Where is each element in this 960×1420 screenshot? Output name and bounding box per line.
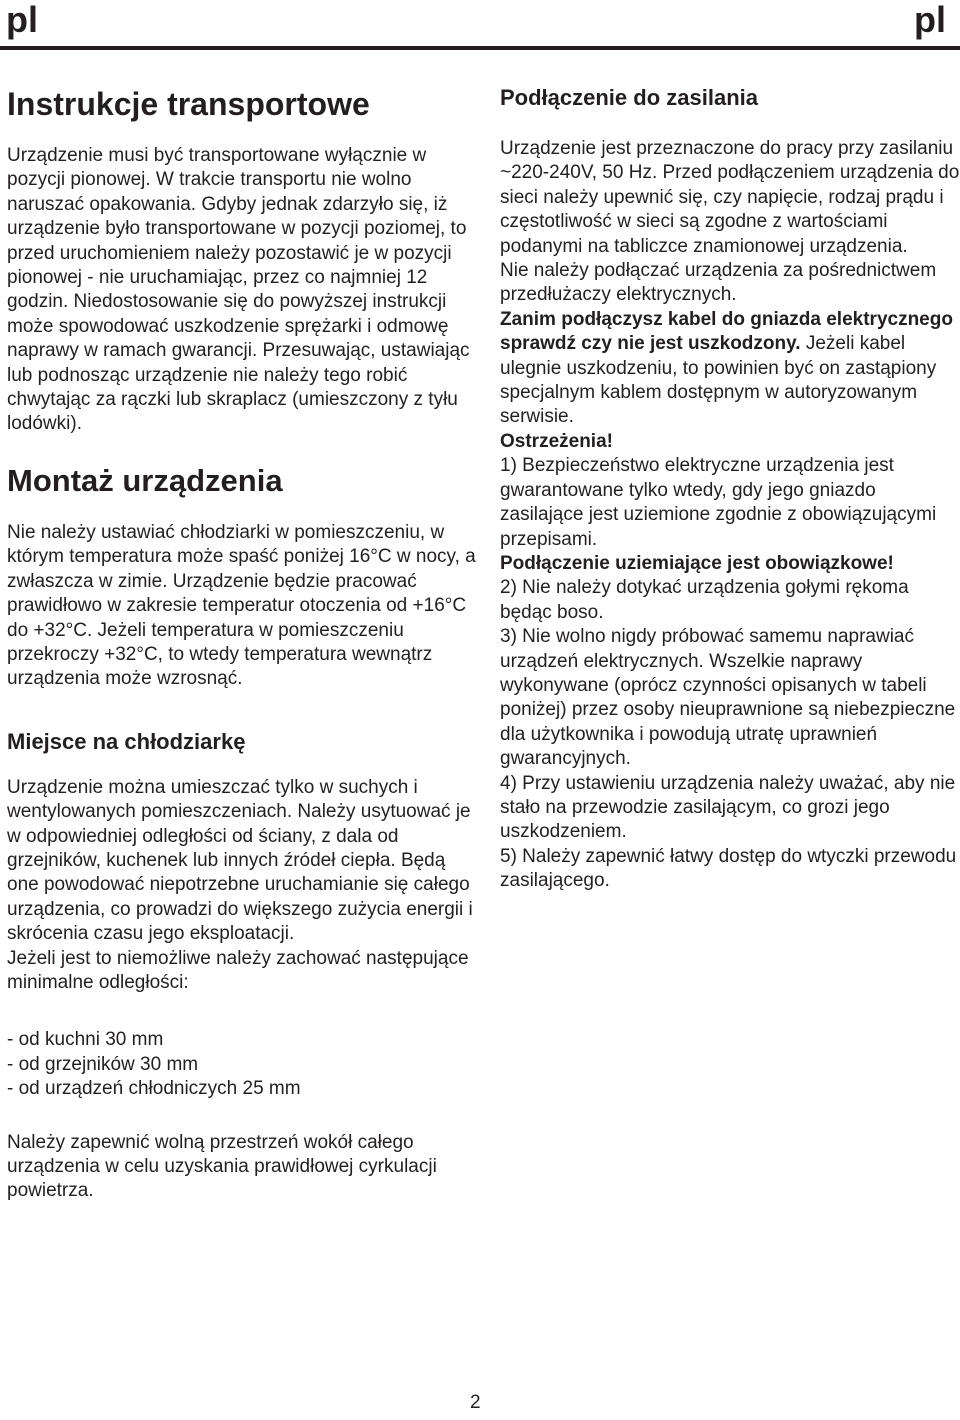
distance-item: - od kuchni 30 mm xyxy=(7,1029,164,1051)
right-column xyxy=(500,70,960,894)
mounting-heading: Montaż urządzenia xyxy=(7,462,283,498)
extension-cord-paragraph: Nie należy podłączać urządzenia za pośrednictwem przedłużaczy elektrycznych. xyxy=(500,260,937,306)
warning-item-2: 2) Nie należy dotykać urządzenia gołymi rękoma będąc boso. xyxy=(500,577,909,623)
power-heading: Podłączenie do zasilania xyxy=(500,85,758,110)
left-column xyxy=(7,70,477,1204)
page-number: 2 xyxy=(470,1392,481,1413)
circulation-paragraph: Należy zapewnić wolną przestrzeń wokół całego urządzenia w celu uzyskania prawidłowej cyrkulacji powietrza. xyxy=(7,1131,437,1202)
placement-paragraph: Urządzenie można umieszczać tylko w suchych i wentylowanych pomieszczeniach. Należy usytuować je w odpowiedniej odległości od ściany, z dala od grzejników, kuchenek lub innych źródeł ciepła. Będą one powodować niepotrzebne uruchamianie się całego urządzenia, co prowadzi do większego zużycia energii i skrócenia czasu jego eksploatacji. xyxy=(7,776,473,945)
grounding-notice: Podłączenie uziemiające jest obowiązkowe! xyxy=(500,552,894,574)
warnings-label: Ostrzeżenia! xyxy=(500,430,613,452)
mounting-paragraph: Nie należy ustawiać chłodziarki w pomieszczeniu, w którym temperatura może spaść poniżej 16°C w nocy, a zwłaszcza w zimie. Urządzenie będzie pracować prawidłowo w zakresie temperatur otoczenia od +16°C do +32°C. Jeżeli temperatura w pomieszczeniu przekroczy +32°C, to wtedy temperatura wewnątrz urządzenia może wzrosnąć. xyxy=(7,521,476,690)
language-code-left: pl xyxy=(6,0,38,40)
cable-check-paragraph xyxy=(500,308,960,430)
placement-heading: Miejsce na chłodziarkę xyxy=(7,728,246,754)
header-rule xyxy=(0,46,960,50)
cable-check-bold: Zanim podłączysz kabel do gniazda elektrycznego sprawdź czy nie jest uszkodzony. xyxy=(500,308,953,355)
warning-item-1: 1) Bezpieczeństwo elektryczne urządzenia jest gwarantowane tylko wtedy, gdy jego gniazdo zasilające jest uziemione zgodnie z obowiązującymi przepisami. xyxy=(500,455,937,550)
power-paragraph: Urządzenie jest przeznaczone do pracy przy zasilaniu ~220-240V, 50 Hz. Przed podłączeniem urządzenia do sieci należy upewnić się, czy napięcie, rodzaj prądu i częstotliwość w sieci są zgodne z wartościami podanymi na tabliczce znamionowej urządzenia. xyxy=(500,138,960,257)
language-code-right: pl xyxy=(914,0,946,40)
cable-check-text: Jeżeli kabel ulegnie uszkodzeniu, to powinien być on zastąpiony specjalnym kablem dostępnym w autoryzowanym serwisie. xyxy=(500,333,937,428)
distances-list xyxy=(7,1028,477,1101)
warning-item-3: 3) Nie wolno nigdy próbować samemu naprawiać urządzeń elektrycznych. Wszelkie naprawy wykonywane (oprócz czynności opisanych w tabeli poniżej) przez osoby nieuprawnione są niebezpieczne dla użytkownika i powodują utratę uprawnień gwarancyjnych. xyxy=(500,626,956,770)
distance-item: - od grzejników 30 mm xyxy=(7,1053,199,1075)
placement-distances-intro: Jeżeli jest to niemożliwe należy zachować następujące minimalne odległości: xyxy=(7,947,469,993)
warning-item-5: 5) Należy zapewnić łatwy dostęp do wtyczki przewodu zasilającego. xyxy=(500,845,957,892)
transport-paragraph: Urządzenie musi być transportowane wyłącznie w pozycji pionowej. W trakcie transportu nie wolno naruszać opakowania. Gdyby jednak zdarzyło się, iż urządzenie było transportowane w pozycji poziomej, to przed uruchomieniem należy pozostawić je w pozycji pionowej - nie uruchamiając, przez co najmniej 12 godzin. Niedostosowanie się do powyższej instrukcji może spowodować uszkodzenie sprężarki i odmowę naprawy w ramach gwarancji. Przesuwając, ustawiając lub podnosząc urządzenie nie należy tego robić chwytając za rączki lub skraplacz (umieszczony z tyłu lodówki). xyxy=(7,145,470,435)
warning-item-4: 4) Przy ustawieniu urządzenia należy uważać, aby nie stało na przewodzie zasilającym, co grozi jego uszkodzeniem. xyxy=(500,772,956,843)
transport-heading: Instrukcje transportowe xyxy=(7,86,370,122)
distance-item: - od urządzeń chłodniczych 25 mm xyxy=(7,1078,301,1100)
